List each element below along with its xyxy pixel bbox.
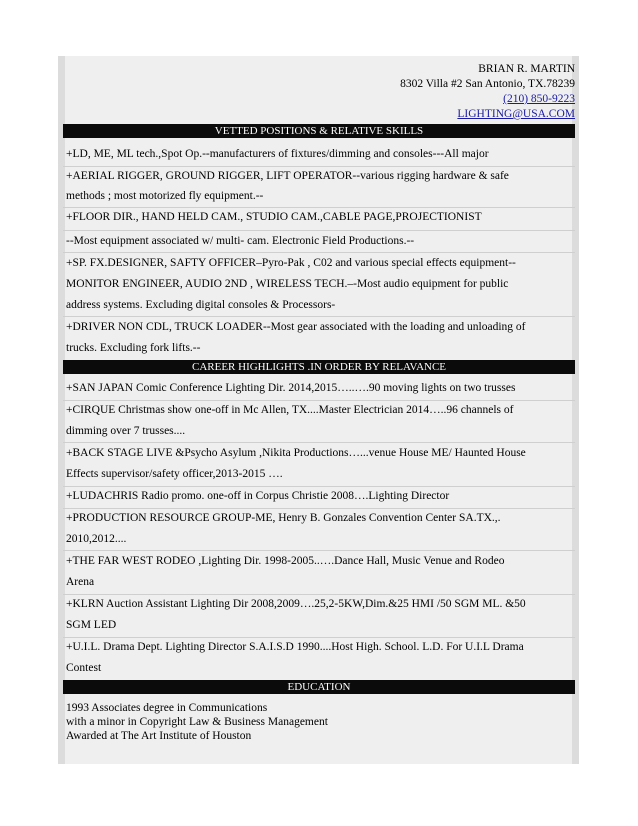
vetted-line: +FLOOR DIR., HAND HELD CAM., STUDIO CAM.,CABLE PAGE,PROJECTIONIST (66, 211, 482, 223)
contact-phone-link[interactable]: (210) 850-9223 (503, 93, 575, 105)
contact-name: BRIAN R. MARTIN (478, 63, 575, 75)
row-divider (63, 316, 575, 317)
row-divider (63, 637, 575, 638)
education-line: with a minor in Copyright Law & Business Management (66, 716, 328, 728)
vetted-line: MONITOR ENGINEER, AUDIO 2ND , WIRELESS TECH.–-Most audio equipment for public (66, 278, 509, 290)
career-line: 2010,2012.... (66, 533, 127, 545)
row-divider (63, 442, 575, 443)
career-line: +PRODUCTION RESOURCE GROUP-ME, Henry B. Gonzales Convention Center SA.TX.,. (66, 512, 501, 524)
contact-address: 8302 Villa #2 San Antonio, TX.78239 (400, 78, 575, 90)
page-right-edge (572, 56, 579, 764)
vetted-line: address systems. Excluding digital consoles & Processors- (66, 299, 336, 311)
vetted-line: +SP. FX.DESIGNER, SAFTY OFFICER–Pyro-Pak , C02 and various special effects equipment-- (66, 257, 516, 269)
section-header-career: CAREER HIGHLIGHTS .IN ORDER BY RELAVANCE (63, 360, 575, 374)
career-line: +THE FAR WEST RODEO ,Lighting Dir. 1998-2005..….Dance Hall, Music Venue and Rodeo (66, 555, 505, 567)
career-line: +CIRQUE Christmas show one-off in Mc Allen, TX....Master Electrician 2014…..96 channels of (66, 404, 514, 416)
section-header-vetted: VETTED POSITIONS & RELATIVE SKILLS (63, 124, 575, 138)
vetted-line: +DRIVER NON CDL, TRUCK LOADER--Most gear associated with the loading and unloading of (66, 321, 526, 333)
row-divider (63, 207, 575, 208)
contact-email-link[interactable]: LIGHTING@USA.COM (457, 108, 575, 120)
row-divider (63, 400, 575, 401)
career-line: +LUDACHRIS Radio promo. one-off in Corpus Christie 2008….Lighting Director (66, 490, 450, 502)
vetted-line: methods ; most motorized fly equipment.-- (66, 190, 264, 202)
row-divider (63, 550, 575, 551)
career-line: +BACK STAGE LIVE &Psycho Asylum ,Nikita Productions…...venue House ME/ Haunted House (66, 447, 526, 459)
vetted-line: --Most equipment associated w/ multi- cam. Electronic Field Productions.-- (66, 235, 415, 247)
page-left-edge (58, 56, 65, 764)
education-line: 1993 Associates degree in Communications (66, 702, 268, 714)
row-divider (63, 486, 575, 487)
row-divider (63, 252, 575, 253)
row-divider (63, 166, 575, 167)
career-line: SGM LED (66, 619, 117, 631)
career-line: Arena (66, 576, 95, 588)
vetted-line: +LD, ME, ML tech.,Spot Op.--manufacturers of fixtures/dimming and consoles---All major (66, 148, 489, 160)
vetted-line: +AERIAL RIGGER, GROUND RIGGER, LIFT OPERATOR--various rigging hardware & safe (66, 170, 509, 182)
career-line: +U.I.L. Drama Dept. Lighting Director S.A.I.S.D 1990....Host High. School. L.D. For U.I.L Drama (66, 641, 524, 653)
row-divider (63, 508, 575, 509)
row-divider (63, 594, 575, 595)
career-line: Effects supervisor/safety officer,2013-2015 …. (66, 468, 283, 480)
education-line: Awarded at The Art Institute of Houston (66, 730, 252, 742)
career-line: dimming over 7 trusses.... (66, 425, 186, 437)
row-divider (63, 230, 575, 231)
career-line: +SAN JAPAN Comic Conference Lighting Dir. 2014,2015…..….90 moving lights on two trusses (66, 382, 516, 394)
section-header-education: EDUCATION (63, 680, 575, 694)
vetted-line: trucks. Excluding fork lifts.-- (66, 342, 201, 354)
career-line: Contest (66, 662, 102, 674)
career-line: +KLRN Auction Assistant Lighting Dir 2008,2009….25,2-5KW,Dim.&25 HMI /50 SGM ML. &50 (66, 598, 526, 610)
